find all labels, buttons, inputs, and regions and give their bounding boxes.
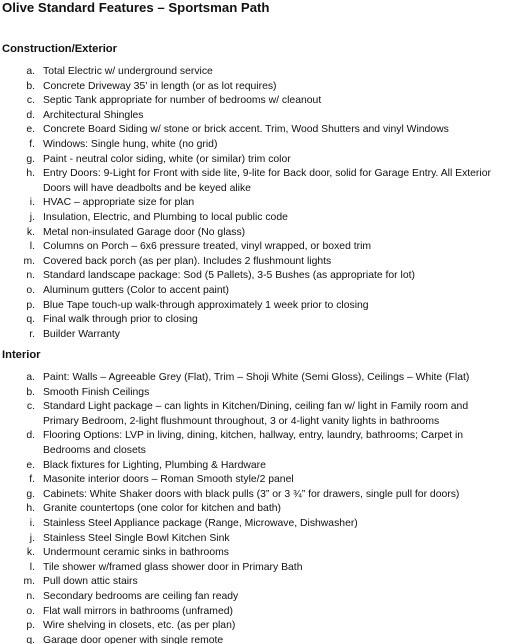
- list-item-text: Garage door opener with single remote: [43, 634, 224, 644]
- list-item-text: Paint: Walls – Agreeable Grey (Flat), Trim – Shoji White (Semi Gloss), Ceilings – White (Flat): [43, 372, 470, 383]
- list-item: [0, 590, 513, 605]
- list-item: [0, 517, 513, 532]
- list-item-letter: a.: [26, 372, 35, 383]
- list-item: [0, 386, 513, 401]
- list-item: [0, 269, 513, 284]
- section-heading-interior: Interior: [2, 349, 41, 361]
- list-item-letter: e.: [26, 124, 35, 136]
- list-item: [0, 65, 513, 80]
- list-item: [0, 459, 513, 474]
- list-item: [0, 226, 513, 241]
- document-title: Olive Standard Features – Sportsman Path: [2, 0, 270, 15]
- list-item: [0, 429, 513, 458]
- list-item: [0, 240, 513, 255]
- list-item: [0, 284, 513, 299]
- list-item-text: Granite countertops (one color for kitchen and bath): [43, 503, 281, 515]
- list-item-letter: d.: [26, 109, 35, 121]
- list-item-letter: i.: [29, 197, 35, 209]
- list-item-text: Black fixtures for Lighting, Plumbing & Hardware: [43, 459, 266, 471]
- list-item: [0, 123, 513, 138]
- list-item-text: Masonite interior doors – Roman Smooth style/2 panel: [43, 474, 294, 486]
- list-item-letter: k.: [26, 226, 35, 238]
- list-item-text: Total Electric w/ underground service: [43, 66, 213, 77]
- list-item-text: Secondary bedrooms are ceiling fan ready: [43, 590, 239, 602]
- list-item-text: Entry Doors: 9-Light for Front with side lite, 9-lite for Back door, solid for Garage Entry. All Exterior Doors will have deadbolts and be keyed alike: [43, 168, 491, 194]
- list-item: [0, 605, 513, 620]
- list-item-text: Architectural Shingles: [43, 109, 144, 121]
- list-item-text: Metal non-insulated Garage door (No glass): [43, 226, 246, 238]
- interior-list: [0, 371, 513, 644]
- list-item-letter: f.: [29, 138, 35, 150]
- list-item-letter: p.: [26, 299, 35, 311]
- list-item-letter: n.: [26, 270, 35, 282]
- list-item-text: HVAC – appropriate size for plan: [43, 197, 195, 209]
- list-item-letter: n.: [26, 590, 35, 602]
- list-item-letter: h.: [26, 168, 35, 180]
- list-item-letter: k.: [26, 547, 35, 559]
- list-item: [0, 546, 513, 561]
- list-item-text: Standard landscape package: Sod (5 Pallets), 3-5 Bushes (as appropriate for lot): [43, 270, 415, 282]
- list-item-letter: b.: [26, 386, 35, 398]
- list-item-text: Pull down attic stairs: [43, 576, 138, 588]
- list-item-letter: g.: [26, 153, 35, 165]
- list-item: [0, 488, 513, 503]
- construction-exterior-list: [0, 65, 513, 342]
- list-item: [0, 109, 513, 124]
- list-item: [0, 94, 513, 109]
- list-item-text: Blue Tape touch-up walk-through approximately 1 week prior to closing: [43, 299, 369, 311]
- list-item-letter: q.: [26, 314, 35, 326]
- list-item-text: Undermount ceramic sinks in bathrooms: [43, 547, 229, 559]
- list-item: [0, 328, 513, 343]
- list-item: [0, 153, 513, 168]
- list-item: [0, 211, 513, 226]
- list-item-text: Concrete Driveway 35’ in length (or as lot requires): [43, 80, 277, 92]
- list-item-letter: r.: [29, 328, 35, 340]
- list-item-text: Columns on Porch – 6x6 pressure treated, vinyl wrapped, or boxed trim: [43, 241, 372, 253]
- list-item-text: Insulation, Electric, and Plumbing to local public code: [43, 211, 288, 223]
- list-item: [0, 473, 513, 488]
- list-item-text: Stainless Steel Appliance package (Range, Microwave, Dishwasher): [43, 517, 358, 529]
- list-item: [0, 313, 513, 328]
- list-item-letter: m.: [23, 576, 35, 588]
- list-item-letter: q.: [26, 634, 35, 644]
- list-item-letter: j.: [29, 532, 35, 544]
- list-item-text: Flooring Options: LVP in living, dining, kitchen, hallway, entry, laundry, bathrooms; Carpet in Bedrooms and closets: [43, 430, 464, 456]
- list-item-text: Septic Tank appropriate for number of bedrooms w/ cleanout: [43, 95, 322, 107]
- list-item: [0, 255, 513, 270]
- list-item-letter: g.: [26, 488, 35, 500]
- list-item-letter: l.: [29, 241, 35, 253]
- list-item-letter: e.: [26, 459, 35, 471]
- list-item-letter: i.: [29, 517, 35, 529]
- list-item-letter: o.: [26, 605, 35, 617]
- list-item-text: Standard Light package – can lights in Kitchen/Dining, ceiling fan w/ light in Family room and Primary Bedroom, 2-light flushmount throughout, 3 or 4-light vanity lights in bathrooms: [43, 401, 469, 427]
- list-item: [0, 532, 513, 547]
- list-item-text: Wire shelving in closets, etc. (as per plan): [43, 620, 236, 632]
- list-item-letter: h.: [26, 503, 35, 515]
- list-item: [0, 138, 513, 153]
- list-item-text: Stainless Steel Single Bowl Kitchen Sink: [43, 532, 230, 544]
- list-item: [0, 575, 513, 590]
- list-item-letter: c.: [26, 95, 35, 107]
- list-item-text: Final walk through prior to closing: [43, 314, 198, 326]
- list-item-letter: j.: [29, 211, 35, 223]
- list-item-text: Tile shower w/framed glass shower door in Primary Bath: [43, 561, 303, 573]
- list-item: [0, 299, 513, 314]
- list-item: [0, 561, 513, 576]
- list-item-text: Aluminum gutters (Color to accent paint): [43, 284, 229, 296]
- list-item: [0, 502, 513, 517]
- list-item-text: Paint - neutral color siding, white (or similar) trim color: [43, 153, 291, 165]
- list-item-letter: m.: [23, 255, 35, 267]
- list-item-letter: p.: [26, 620, 35, 632]
- list-item-text: Windows: Single hung, white (no grid): [43, 138, 218, 150]
- list-item-text: Flat wall mirrors in bathrooms (unframed): [43, 605, 233, 617]
- list-item-text: Builder Warranty: [43, 328, 120, 340]
- list-item: [0, 196, 513, 211]
- list-item-letter: o.: [26, 284, 35, 296]
- list-item-letter: d.: [26, 430, 35, 442]
- list-item-letter: l.: [29, 561, 35, 573]
- list-item: [0, 80, 513, 95]
- list-item-text: Concrete Board Siding w/ stone or brick accent. Trim, Wood Shutters and vinyl Windows: [43, 124, 449, 136]
- list-item-letter: c.: [26, 401, 35, 413]
- list-item: [0, 400, 513, 429]
- list-item-text: Covered back porch (as per plan). Includes 2 flushmount lights: [43, 255, 332, 267]
- list-item-text: Cabinets: White Shaker doors with black pulls (3” or 3 ¾” for drawers, single pull for doors): [43, 488, 460, 500]
- list-item-letter: a.: [26, 66, 35, 77]
- list-item-letter: b.: [26, 80, 35, 92]
- list-item: [0, 634, 513, 644]
- list-item: [0, 371, 513, 386]
- list-item-text: Smooth Finish Ceilings: [43, 386, 150, 398]
- section-heading-construction-exterior: Construction/Exterior: [2, 43, 117, 55]
- list-item: [0, 619, 513, 634]
- list-item-letter: f.: [29, 474, 35, 486]
- list-item: [0, 167, 513, 196]
